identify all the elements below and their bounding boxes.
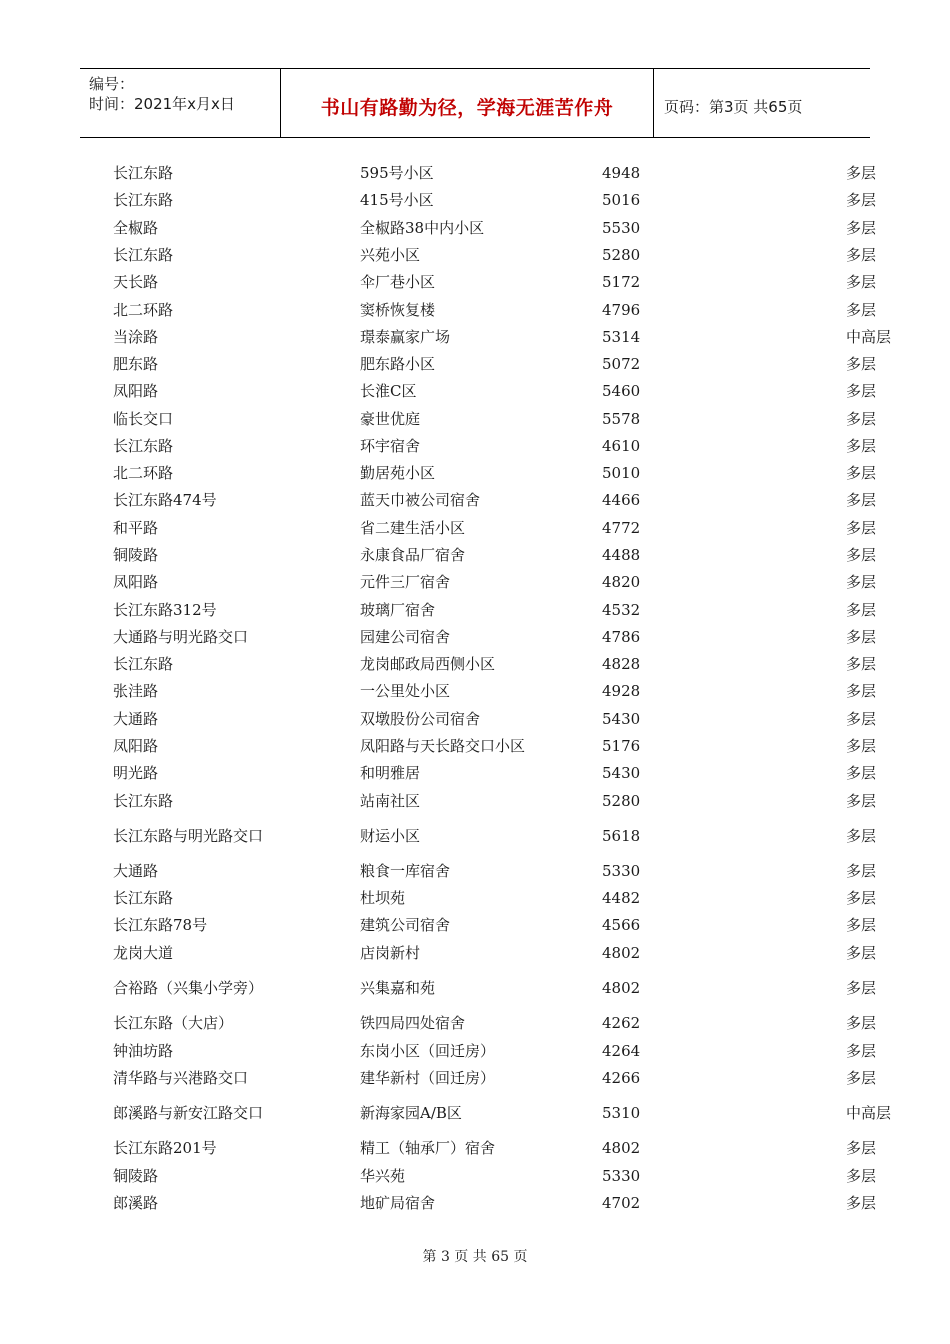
table-row bbox=[0, 1192, 950, 1214]
road-cell: 长江东路474号 bbox=[113, 491, 217, 509]
community-cell: 凤阳路与天长路交口小区 bbox=[360, 737, 526, 755]
table-row bbox=[0, 217, 950, 239]
road-cell: 明光路 bbox=[113, 764, 159, 782]
building-type-cell: 多层 bbox=[846, 792, 877, 810]
building-type-cell: 多层 bbox=[846, 889, 877, 907]
price-cell: 4610 bbox=[602, 437, 641, 455]
price-cell: 4948 bbox=[602, 164, 641, 182]
table-row bbox=[0, 326, 950, 348]
price-cell: 5530 bbox=[602, 219, 641, 237]
table-row bbox=[0, 977, 950, 999]
building-type-cell: 多层 bbox=[846, 737, 877, 755]
road-cell: 长江东路 bbox=[113, 246, 174, 264]
road-cell: 当涂路 bbox=[113, 328, 159, 346]
building-type-cell: 多层 bbox=[846, 1139, 877, 1157]
community-cell: 蓝天巾被公司宿舍 bbox=[360, 491, 481, 509]
community-cell: 双墩股份公司宿舍 bbox=[360, 710, 481, 728]
road-cell: 肥东路 bbox=[113, 355, 159, 373]
building-type-cell: 多层 bbox=[846, 682, 877, 700]
building-type-cell: 多层 bbox=[846, 219, 877, 237]
price-cell: 4802 bbox=[602, 1139, 641, 1157]
road-cell: 天长路 bbox=[113, 273, 159, 291]
table-row bbox=[0, 189, 950, 211]
road-cell: 长江东路（大店） bbox=[113, 1014, 234, 1032]
community-cell: 勤居苑小区 bbox=[360, 464, 436, 482]
table-row bbox=[0, 825, 950, 847]
building-type-cell: 多层 bbox=[846, 1069, 877, 1087]
community-cell: 兴集嘉和苑 bbox=[360, 979, 436, 997]
road-cell: 长江东路 bbox=[113, 437, 174, 455]
community-cell: 璟泰赢家广场 bbox=[360, 328, 451, 346]
building-type-cell: 多层 bbox=[846, 246, 877, 264]
road-cell: 长江东路 bbox=[113, 655, 174, 673]
community-cell: 华兴苑 bbox=[360, 1167, 406, 1185]
building-type-cell: 多层 bbox=[846, 827, 877, 845]
building-type-cell: 多层 bbox=[846, 1194, 877, 1212]
price-cell: 4802 bbox=[602, 944, 641, 962]
road-cell: 合裕路（兴集小学旁） bbox=[113, 979, 264, 997]
price-cell: 4772 bbox=[602, 519, 641, 537]
price-cell: 4702 bbox=[602, 1194, 641, 1212]
page-footer: 第 3 页 共 65 页 bbox=[422, 1249, 528, 1265]
price-cell: 4828 bbox=[602, 655, 641, 673]
community-cell: 精工（轴承厂）宿舍 bbox=[360, 1139, 496, 1157]
table-row bbox=[0, 517, 950, 539]
price-cell: 4802 bbox=[602, 979, 641, 997]
table-row bbox=[0, 653, 950, 675]
building-type-cell: 多层 bbox=[846, 273, 877, 291]
header-page-number: 页码：第3页 共65页 bbox=[664, 98, 803, 116]
price-cell: 4482 bbox=[602, 889, 641, 907]
price-cell: 4466 bbox=[602, 491, 641, 509]
price-cell: 4928 bbox=[602, 682, 641, 700]
table-row bbox=[0, 1165, 950, 1187]
table-row bbox=[0, 708, 950, 730]
price-cell: 4796 bbox=[602, 301, 641, 319]
road-cell: 长江东路 bbox=[113, 191, 174, 209]
community-cell: 元件三厂宿舍 bbox=[360, 573, 451, 591]
road-cell: 郎溪路 bbox=[113, 1194, 159, 1212]
table-row bbox=[0, 571, 950, 593]
building-type-cell: 多层 bbox=[846, 437, 877, 455]
road-cell: 长江东路 bbox=[113, 164, 174, 182]
price-cell: 5330 bbox=[602, 1167, 641, 1185]
table-row bbox=[0, 299, 950, 321]
community-cell: 园建公司宿舍 bbox=[360, 628, 451, 646]
road-cell: 清华路与兴港路交口 bbox=[113, 1069, 249, 1087]
community-cell: 铁四局四处宿舍 bbox=[360, 1014, 466, 1032]
community-cell: 窦桥恢复楼 bbox=[360, 301, 436, 319]
community-cell: 伞厂巷小区 bbox=[360, 273, 436, 291]
road-cell: 张洼路 bbox=[113, 682, 159, 700]
table-row bbox=[0, 408, 950, 430]
community-cell: 地矿局宿舍 bbox=[360, 1194, 436, 1212]
road-cell: 大通路 bbox=[113, 862, 159, 880]
community-cell: 新海家园A/B区 bbox=[360, 1104, 462, 1122]
price-cell: 4820 bbox=[602, 573, 641, 591]
table-row bbox=[0, 860, 950, 882]
community-cell: 兴苑小区 bbox=[360, 246, 421, 264]
price-cell: 5314 bbox=[602, 328, 641, 346]
community-cell: 肥东路小区 bbox=[360, 355, 436, 373]
community-cell: 站南社区 bbox=[360, 792, 421, 810]
building-type-cell: 中高层 bbox=[846, 1104, 892, 1122]
building-type-cell: 多层 bbox=[846, 491, 877, 509]
road-cell: 长江东路78号 bbox=[113, 916, 208, 934]
building-type-cell: 多层 bbox=[846, 764, 877, 782]
community-cell: 粮食一库宿舍 bbox=[360, 862, 451, 880]
building-type-cell: 多层 bbox=[846, 355, 877, 373]
table-row bbox=[0, 735, 950, 757]
building-type-cell: 多层 bbox=[846, 164, 877, 182]
road-cell: 和平路 bbox=[113, 519, 159, 537]
building-type-cell: 多层 bbox=[846, 628, 877, 646]
road-cell: 长江东路 bbox=[113, 889, 174, 907]
price-cell: 4264 bbox=[602, 1042, 641, 1060]
table-row bbox=[0, 887, 950, 909]
table-row bbox=[0, 1040, 950, 1062]
building-type-cell: 多层 bbox=[846, 916, 877, 934]
price-cell: 5310 bbox=[602, 1104, 641, 1122]
community-cell: 595号小区 bbox=[360, 164, 434, 182]
table-row bbox=[0, 942, 950, 964]
road-cell: 北二环路 bbox=[113, 301, 174, 319]
building-type-cell: 多层 bbox=[846, 191, 877, 209]
table-row bbox=[0, 599, 950, 621]
community-cell: 财运小区 bbox=[360, 827, 421, 845]
header-motto: 书山有路勤为径，学海无涯苦作舟 bbox=[320, 97, 614, 119]
table-row bbox=[0, 162, 950, 184]
road-cell: 铜陵路 bbox=[113, 1167, 159, 1185]
building-type-cell: 多层 bbox=[846, 944, 877, 962]
building-type-cell: 多层 bbox=[846, 710, 877, 728]
building-type-cell: 中高层 bbox=[846, 328, 892, 346]
price-cell: 5430 bbox=[602, 764, 641, 782]
building-type-cell: 多层 bbox=[846, 862, 877, 880]
building-type-cell: 多层 bbox=[846, 519, 877, 537]
community-cell: 永康食品厂宿舍 bbox=[360, 546, 466, 564]
table-row bbox=[0, 914, 950, 936]
table-row bbox=[0, 680, 950, 702]
road-cell: 郎溪路与新安江路交口 bbox=[113, 1104, 264, 1122]
road-cell: 大通路 bbox=[113, 710, 159, 728]
building-type-cell: 多层 bbox=[846, 301, 877, 319]
community-cell: 东岗小区（回迁房） bbox=[360, 1042, 496, 1060]
table-row bbox=[0, 1012, 950, 1034]
road-cell: 钟油坊路 bbox=[113, 1042, 174, 1060]
price-cell: 5460 bbox=[602, 382, 641, 400]
community-cell: 环宇宿舍 bbox=[360, 437, 421, 455]
community-cell: 长淮C区 bbox=[360, 382, 417, 400]
road-cell: 长江东路 bbox=[113, 792, 174, 810]
community-cell: 店岗新村 bbox=[360, 944, 421, 962]
community-cell: 建筑公司宿舍 bbox=[360, 916, 451, 934]
table-row bbox=[0, 462, 950, 484]
price-cell: 5430 bbox=[602, 710, 641, 728]
price-cell: 5618 bbox=[602, 827, 641, 845]
table-row bbox=[0, 1137, 950, 1159]
road-cell: 全椒路 bbox=[113, 219, 159, 237]
building-type-cell: 多层 bbox=[846, 410, 877, 428]
table-row bbox=[0, 626, 950, 648]
building-type-cell: 多层 bbox=[846, 573, 877, 591]
road-cell: 凤阳路 bbox=[113, 573, 159, 591]
community-cell: 全椒路38中内小区 bbox=[360, 219, 485, 237]
price-cell: 5072 bbox=[602, 355, 641, 373]
table-row bbox=[0, 353, 950, 375]
table-row bbox=[0, 244, 950, 266]
community-cell: 415号小区 bbox=[360, 191, 434, 209]
road-cell: 北二环路 bbox=[113, 464, 174, 482]
community-cell: 杜坝苑 bbox=[360, 889, 406, 907]
community-cell: 一公里处小区 bbox=[360, 682, 451, 700]
road-cell: 长江东路201号 bbox=[113, 1139, 217, 1157]
community-cell: 豪世优庭 bbox=[360, 410, 421, 428]
price-cell: 5280 bbox=[602, 246, 641, 264]
community-cell: 省二建生活小区 bbox=[360, 519, 466, 537]
building-type-cell: 多层 bbox=[846, 979, 877, 997]
road-cell: 长江东路312号 bbox=[113, 601, 217, 619]
table-row bbox=[0, 790, 950, 812]
road-cell: 龙岗大道 bbox=[113, 944, 174, 962]
price-cell: 4262 bbox=[602, 1014, 641, 1032]
price-cell: 5578 bbox=[602, 410, 641, 428]
table-row bbox=[0, 1102, 950, 1124]
building-type-cell: 多层 bbox=[846, 382, 877, 400]
table-row bbox=[0, 762, 950, 784]
building-type-cell: 多层 bbox=[846, 464, 877, 482]
price-cell: 5330 bbox=[602, 862, 641, 880]
price-cell: 4566 bbox=[602, 916, 641, 934]
road-cell: 凤阳路 bbox=[113, 737, 159, 755]
price-cell: 4266 bbox=[602, 1069, 641, 1087]
price-cell: 5176 bbox=[602, 737, 641, 755]
building-type-cell: 多层 bbox=[846, 655, 877, 673]
table-row bbox=[0, 435, 950, 457]
document-code-label: 编号： bbox=[89, 75, 135, 93]
price-cell: 5172 bbox=[602, 273, 641, 291]
table-row bbox=[0, 1067, 950, 1089]
road-cell: 临长交口 bbox=[113, 410, 174, 428]
road-cell: 铜陵路 bbox=[113, 546, 159, 564]
road-cell: 大通路与明光路交口 bbox=[113, 628, 249, 646]
road-cell: 凤阳路 bbox=[113, 382, 159, 400]
community-cell: 建华新村（回迁房） bbox=[360, 1069, 496, 1087]
community-cell: 和明雅居 bbox=[360, 764, 421, 782]
building-type-cell: 多层 bbox=[846, 1042, 877, 1060]
price-cell: 4532 bbox=[602, 601, 641, 619]
road-cell: 长江东路与明光路交口 bbox=[113, 827, 264, 845]
table-row bbox=[0, 544, 950, 566]
table-row bbox=[0, 271, 950, 293]
community-cell: 玻璃厂宿舍 bbox=[360, 601, 436, 619]
building-type-cell: 多层 bbox=[846, 601, 877, 619]
price-cell: 5010 bbox=[602, 464, 641, 482]
price-cell: 4786 bbox=[602, 628, 641, 646]
building-type-cell: 多层 bbox=[846, 1167, 877, 1185]
building-type-cell: 多层 bbox=[846, 1014, 877, 1032]
building-type-cell: 多层 bbox=[846, 546, 877, 564]
document-date-label: 时间：2021年x月x日 bbox=[89, 95, 235, 113]
price-cell: 5280 bbox=[602, 792, 641, 810]
price-cell: 5016 bbox=[602, 191, 641, 209]
community-cell: 龙岗邮政局西侧小区 bbox=[360, 655, 496, 673]
price-cell: 4488 bbox=[602, 546, 641, 564]
table-row bbox=[0, 380, 950, 402]
table-row bbox=[0, 489, 950, 511]
